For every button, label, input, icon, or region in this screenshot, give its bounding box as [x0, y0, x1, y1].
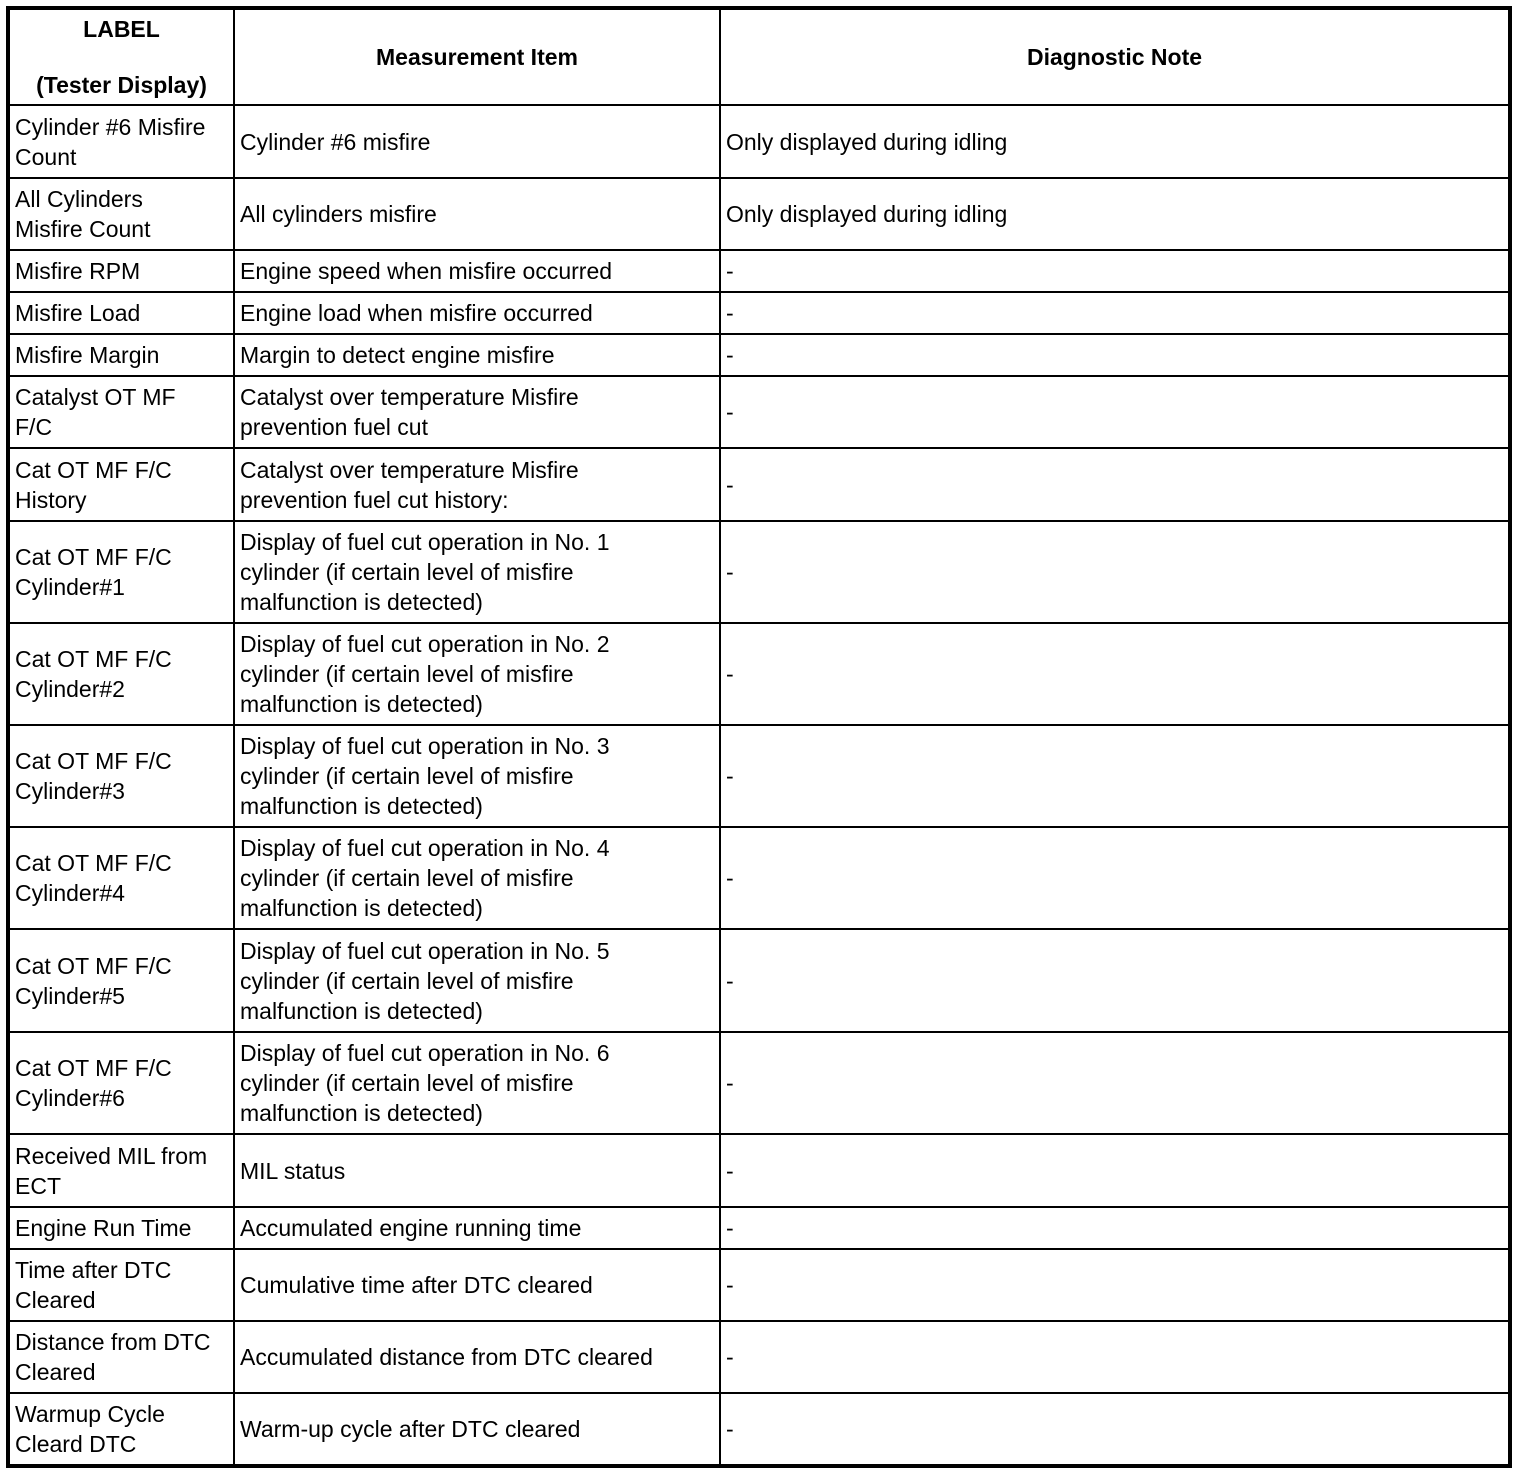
cell-measurement: Display of fuel cut operation in No. 5 cylinder (if certain level of misfire malfunction is detected)	[234, 929, 720, 1032]
table-row	[8, 1393, 1510, 1466]
cell-label: Cylinder #6 Misfire Count	[8, 105, 234, 178]
cell-measurement: Margin to detect engine misfire	[234, 334, 720, 376]
header-measurement: Measurement Item	[234, 8, 720, 105]
table-row	[8, 521, 1510, 623]
data-list-table	[6, 6, 1512, 1468]
cell-note: Only displayed during idling	[720, 178, 1510, 250]
cell-label: Cat OT MF F/C Cylinder#1	[8, 521, 234, 623]
cell-note: -	[720, 827, 1510, 929]
cell-label: Misfire Load	[8, 292, 234, 334]
table-row	[8, 1032, 1510, 1134]
cell-measurement: Accumulated distance from DTC cleared	[234, 1321, 720, 1393]
cell-note: -	[720, 250, 1510, 292]
cell-measurement: Display of fuel cut operation in No. 6 cylinder (if certain level of misfire malfunction is detected)	[234, 1032, 720, 1134]
cell-measurement: Engine speed when misfire occurred	[234, 250, 720, 292]
cell-note: -	[720, 292, 1510, 334]
cell-label: Distance from DTC Cleared	[8, 1321, 234, 1393]
cell-label: All Cylinders Misfire Count	[8, 178, 234, 250]
cell-measurement: Cylinder #6 misfire	[234, 105, 720, 178]
table-row	[8, 448, 1510, 521]
cell-note: -	[720, 448, 1510, 521]
header-label	[8, 8, 234, 105]
cell-label: Cat OT MF F/C Cylinder#5	[8, 929, 234, 1032]
cell-label: Cat OT MF F/C Cylinder#6	[8, 1032, 234, 1134]
cell-note: -	[720, 521, 1510, 623]
table-row	[8, 725, 1510, 827]
cell-note: -	[720, 1207, 1510, 1249]
cell-measurement: Catalyst over temperature Misfire prevention fuel cut	[234, 376, 720, 448]
table-row	[8, 334, 1510, 376]
cell-label: Cat OT MF F/C Cylinder#3	[8, 725, 234, 827]
cell-label: Catalyst OT MF F/C	[8, 376, 234, 448]
table-row	[8, 178, 1510, 250]
cell-label: Cat OT MF F/C Cylinder#2	[8, 623, 234, 725]
cell-label: Engine Run Time	[8, 1207, 234, 1249]
cell-label: Cat OT MF F/C Cylinder#4	[8, 827, 234, 929]
cell-label: Time after DTC Cleared	[8, 1249, 234, 1321]
cell-label: Misfire RPM	[8, 250, 234, 292]
table-row	[8, 292, 1510, 334]
cell-note: -	[720, 1032, 1510, 1134]
table-row	[8, 1249, 1510, 1321]
cell-measurement: Display of fuel cut operation in No. 4 cylinder (if certain level of misfire malfunction is detected)	[234, 827, 720, 929]
table-row	[8, 376, 1510, 448]
table-row	[8, 827, 1510, 929]
cell-measurement: All cylinders misfire	[234, 178, 720, 250]
cell-note: Only displayed during idling	[720, 105, 1510, 178]
cell-note: -	[720, 1134, 1510, 1207]
header-note: Diagnostic Note	[720, 8, 1510, 105]
cell-note: -	[720, 623, 1510, 725]
cell-measurement: MIL status	[234, 1134, 720, 1207]
table-row	[8, 1134, 1510, 1207]
cell-measurement: Display of fuel cut operation in No. 3 cylinder (if certain level of misfire malfunction is detected)	[234, 725, 720, 827]
cell-note: -	[720, 929, 1510, 1032]
cell-measurement: Accumulated engine running time	[234, 1207, 720, 1249]
cell-measurement: Engine load when misfire occurred	[234, 292, 720, 334]
table-header-row	[8, 8, 1510, 105]
cell-measurement: Catalyst over temperature Misfire prevention fuel cut history:	[234, 448, 720, 521]
cell-measurement: Warm-up cycle after DTC cleared	[234, 1393, 720, 1466]
cell-note: -	[720, 725, 1510, 827]
table-row	[8, 929, 1510, 1032]
header-label-line1: LABEL	[83, 16, 160, 42]
cell-measurement: Display of fuel cut operation in No. 1 cylinder (if certain level of misfire malfunction is detected)	[234, 521, 720, 623]
table-row	[8, 623, 1510, 725]
cell-note: -	[720, 1321, 1510, 1393]
cell-label: Cat OT MF F/C History	[8, 448, 234, 521]
table-row	[8, 1207, 1510, 1249]
cell-note: -	[720, 1393, 1510, 1466]
cell-note: -	[720, 334, 1510, 376]
cell-note: -	[720, 376, 1510, 448]
header-label-line2: (Tester Display)	[36, 72, 207, 98]
cell-note: -	[720, 1249, 1510, 1321]
cell-label: Misfire Margin	[8, 334, 234, 376]
cell-measurement: Display of fuel cut operation in No. 2 cylinder (if certain level of misfire malfunction is detected)	[234, 623, 720, 725]
cell-measurement: Cumulative time after DTC cleared	[234, 1249, 720, 1321]
table-row	[8, 1321, 1510, 1393]
table-row	[8, 105, 1510, 178]
cell-label: Received MIL from ECT	[8, 1134, 234, 1207]
cell-label: Warmup Cycle Cleard DTC	[8, 1393, 234, 1466]
table-row	[8, 250, 1510, 292]
